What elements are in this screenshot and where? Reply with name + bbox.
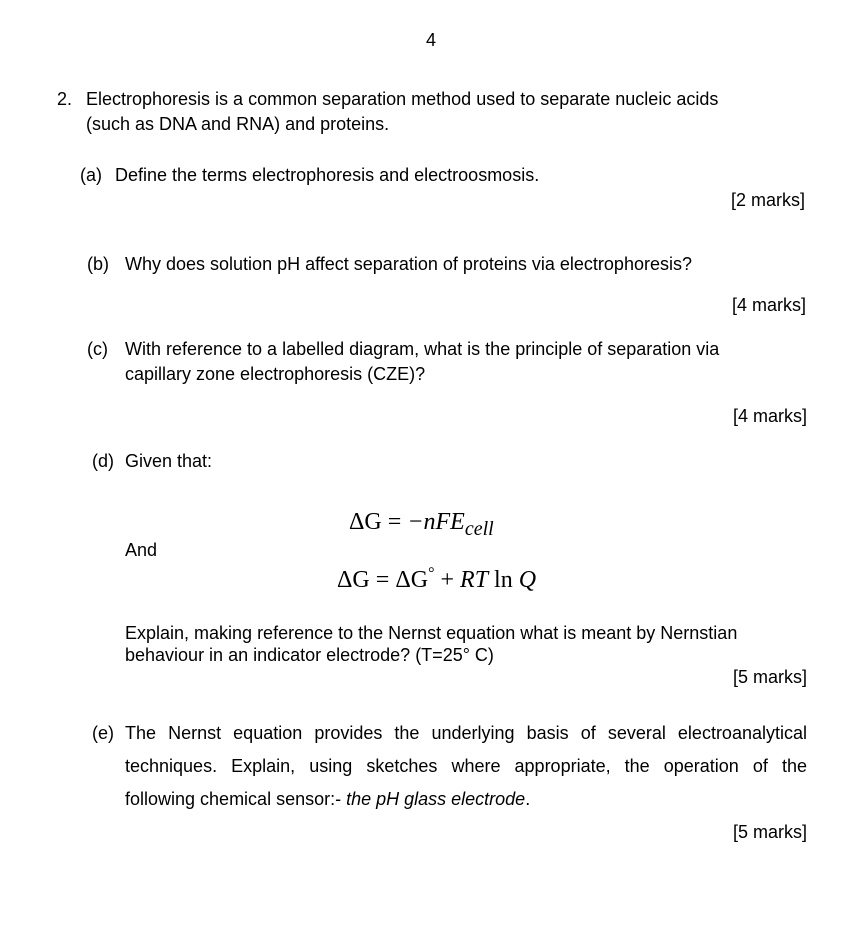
part-a-marks: [2 marks] [730,190,805,210]
part-e-text-line3 [125,789,530,811]
part-d-label: (d) [92,451,114,471]
question-number: 2. [57,89,73,109]
eq1-subscript: cell [464,518,494,540]
question-intro-line1: Electrophoresis is a common separation method used to separate nucleic acids [86,89,719,109]
part-b-marks: [4 marks] [731,295,806,315]
part-e-text-line1: The Nernst equation provides the underlying basis of several electroanalytical [125,723,807,743]
part-c-label: (c) [87,339,108,359]
eq1-lhs: ΔG [349,509,382,535]
eq2-q: Q [518,567,537,593]
eq2-lhs: ΔG [337,567,370,593]
part-d-and: And [125,540,158,560]
part-a-text: Define the terms electrophoresis and electroosmosis. [115,165,540,185]
eq2-rt: RT [460,567,489,593]
question-intro-line2: (such as DNA and RNA) and proteins. [86,114,390,134]
equation-gibbs-standard [337,564,536,595]
part-e-line3-plain: following chemical sensor:- [125,789,347,809]
part-c-marks: [4 marks] [732,406,807,426]
equation-gibbs-cell [349,508,494,540]
eq2-plus: + [440,567,455,593]
eq2-ln: ln [494,567,513,593]
part-d-given: Given that: [125,451,213,471]
part-e-marks: [5 marks] [732,822,807,842]
eq1-rhs: −nFE [407,509,465,535]
part-e-line3-end: . [525,789,531,809]
part-e-text-line2: techniques. Explain, using sketches where appropriate, the operation of the [125,756,807,776]
part-d-text-line2: behaviour in an indicator electrode? (T=25° C) [125,645,494,665]
part-e-label: (e) [92,723,114,743]
part-c-text-line1: With reference to a labelled diagram, what is the principle of separation via [125,339,720,359]
part-a-label: (a) [80,165,102,185]
part-d-marks: [5 marks] [732,667,807,687]
part-d-text-line1: Explain, making reference to the Nernst equation what is meant by Nernstian [125,623,738,643]
page-number: 4 [425,30,436,50]
part-b-text: Why does solution pH affect separation of proteins via electrophoresis? [125,254,692,274]
part-e-line3-italic: the pH glass electrode [346,789,526,809]
eq1-equals: = [387,509,402,535]
part-b-label: (b) [87,254,109,274]
eq2-equals: = [375,567,390,593]
eq2-degree: ° [428,565,435,582]
eq2-delta-g: ΔG [395,567,429,593]
part-c-text-line2: capillary zone electrophoresis (CZE)? [125,364,426,384]
